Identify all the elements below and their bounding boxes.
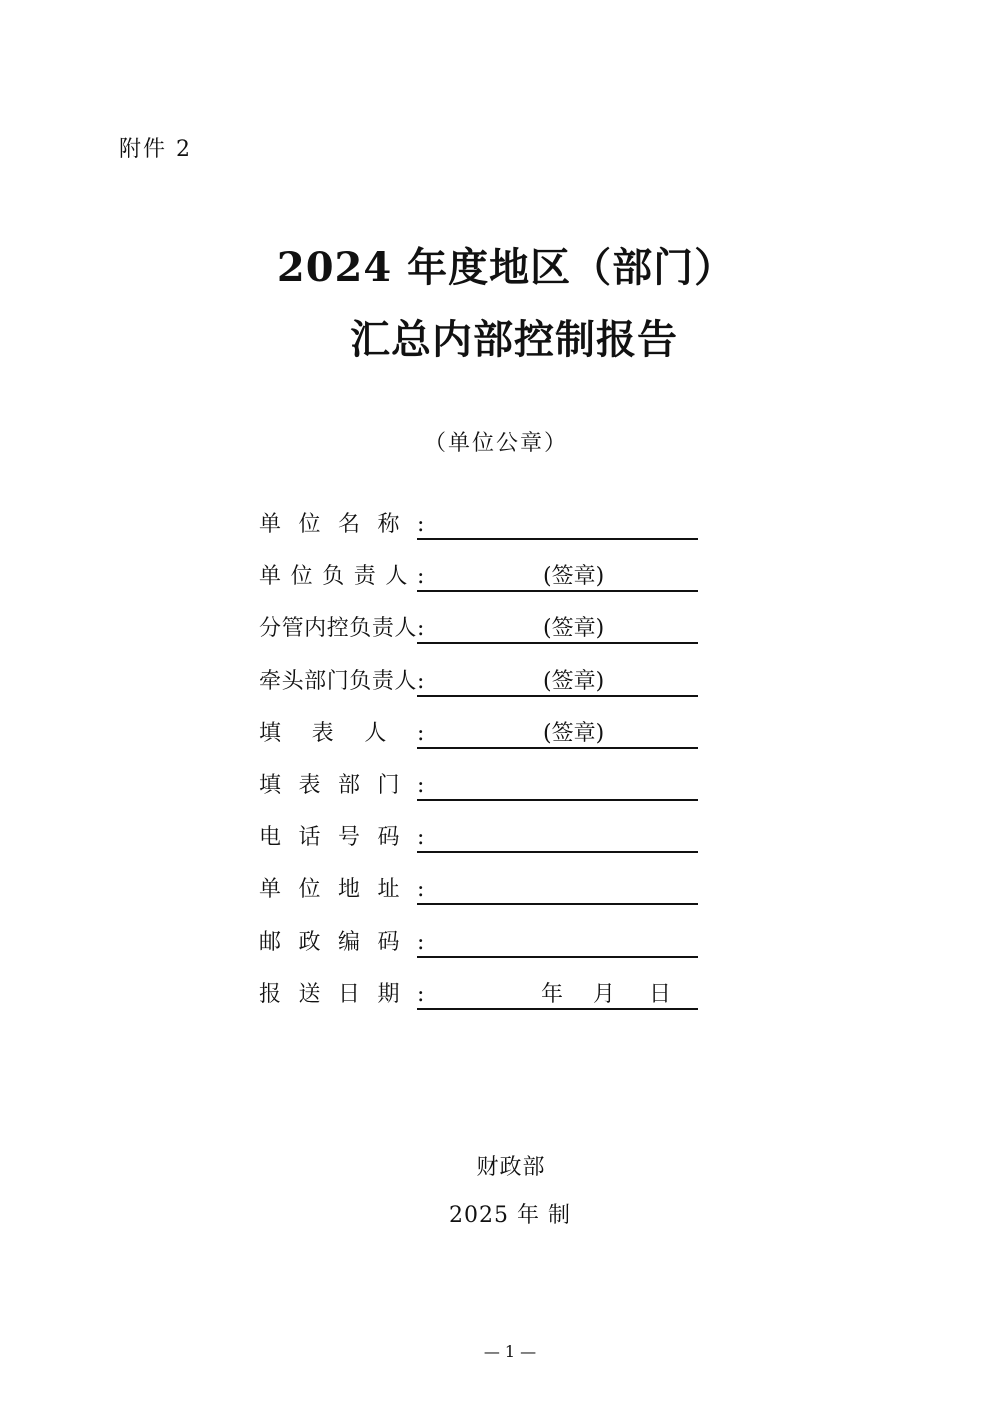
field-label-char: 址 bbox=[377, 877, 400, 903]
signature-note: (签章) bbox=[543, 720, 605, 746]
field-label-char: 责 bbox=[353, 564, 376, 590]
field-label: 牵 头 部 门 负 责 人 : bbox=[259, 667, 417, 697]
field-input-line[interactable] bbox=[417, 667, 698, 697]
issue-year: 2025 年 制 bbox=[449, 1203, 571, 1228]
form-row bbox=[259, 562, 699, 614]
field-label-char: 政 bbox=[298, 929, 321, 955]
issuer: 财政部 bbox=[476, 1155, 546, 1180]
field-label-char: 负 bbox=[322, 564, 345, 590]
field-label-char: 单 bbox=[259, 512, 282, 537]
form-row bbox=[259, 980, 699, 1032]
field-label: 单 位 地 址 : bbox=[259, 875, 417, 905]
field-label-char: 负 bbox=[349, 616, 372, 642]
field-label-char: 牵 bbox=[259, 668, 282, 694]
field-label-char: 号 bbox=[338, 825, 361, 851]
field-label-char: 部 bbox=[304, 668, 327, 694]
field-input-line[interactable] bbox=[417, 928, 698, 958]
field-label-char: 管 bbox=[281, 616, 304, 642]
field-input-line[interactable] bbox=[417, 562, 698, 592]
field-label-char: 话 bbox=[298, 825, 321, 851]
field-label: 单 位 负 责 人 : bbox=[259, 562, 417, 592]
form-row bbox=[259, 875, 699, 927]
form-row bbox=[259, 928, 699, 980]
field-label-char: 责 bbox=[371, 616, 394, 642]
field-label-char: 门 bbox=[326, 668, 349, 694]
attachment-label: 附件 2 bbox=[119, 137, 192, 162]
field-label-char: 地 bbox=[338, 877, 361, 903]
field-label-char: 日 bbox=[338, 981, 361, 1007]
field-input-line[interactable] bbox=[417, 980, 698, 1010]
field-label-char: 人 bbox=[364, 720, 387, 746]
page-number: — 1 — bbox=[483, 1342, 537, 1361]
field-label-char: 名 bbox=[338, 512, 361, 537]
field-label: 邮 政 编 码 : bbox=[259, 928, 417, 958]
report-title-line2: 汇总内部控制报告 bbox=[350, 316, 678, 363]
field-label-char: 人 bbox=[394, 668, 417, 694]
field-input-line[interactable] bbox=[417, 614, 698, 644]
field-label-char: 单 bbox=[259, 564, 282, 590]
field-label-char: 编 bbox=[338, 929, 361, 955]
signature-note: (签章) bbox=[543, 668, 605, 694]
field-label-char: 责 bbox=[371, 668, 394, 694]
field-label: 填 表 部 门 : bbox=[259, 771, 417, 801]
form-row bbox=[259, 667, 699, 719]
form-row bbox=[259, 719, 699, 771]
field-label-char: 送 bbox=[298, 981, 321, 1007]
field-label-char: 报 bbox=[259, 981, 282, 1007]
field-input-line[interactable] bbox=[417, 719, 698, 749]
field-input-line[interactable] bbox=[417, 510, 698, 540]
field-label-char: 部 bbox=[338, 772, 361, 798]
signature-note: (签章) bbox=[543, 616, 605, 642]
field-label-char: 控 bbox=[326, 616, 349, 642]
field-label-char: 位 bbox=[290, 564, 313, 590]
field-label-char: 门 bbox=[377, 772, 400, 798]
form-row bbox=[259, 614, 699, 666]
seal-note: （单位公章） bbox=[423, 431, 568, 456]
signature-note: (签章) bbox=[543, 564, 605, 590]
field-label: 填 表 人 : bbox=[259, 719, 417, 749]
field-input-line[interactable] bbox=[417, 823, 698, 853]
date-day-label: 日 bbox=[649, 981, 672, 1007]
field-label-char: 期 bbox=[377, 981, 400, 1007]
field-label: 电 话 号 码 : bbox=[259, 823, 417, 853]
date-year-label: 年 bbox=[541, 981, 564, 1007]
field-label-char: 人 bbox=[385, 564, 408, 590]
field-label-char: 位 bbox=[298, 877, 321, 903]
field-label-char: 人 bbox=[394, 616, 417, 642]
field-label-char: 填 bbox=[259, 772, 282, 798]
field-label-char: 表 bbox=[311, 720, 334, 746]
date-month-label: 月 bbox=[593, 981, 616, 1007]
form-row bbox=[259, 823, 699, 875]
field-label-char: 负 bbox=[349, 668, 372, 694]
field-label-char: 码 bbox=[377, 825, 400, 851]
field-input-line[interactable] bbox=[417, 875, 698, 905]
field-label: 单 位 名 称 : bbox=[259, 510, 417, 540]
field-label-char: 填 bbox=[259, 720, 282, 746]
field-label-char: 表 bbox=[298, 772, 321, 798]
field-label: 报 送 日 期 : bbox=[259, 980, 417, 1010]
info-form bbox=[259, 510, 699, 1032]
field-label-char: 称 bbox=[377, 512, 400, 537]
form-row bbox=[259, 771, 699, 823]
field-label-char: 电 bbox=[259, 825, 282, 851]
field-label-char: 单 bbox=[259, 877, 282, 903]
field-label-char: 头 bbox=[281, 668, 304, 694]
field-label-char: 邮 bbox=[259, 929, 282, 955]
field-label-char: 内 bbox=[304, 616, 327, 642]
field-label-char: 码 bbox=[377, 929, 400, 955]
field-label-char: 位 bbox=[298, 512, 321, 537]
report-title-line1: 2024 年度地区（部门） bbox=[276, 244, 736, 291]
field-label: 分 管 内 控 负 责 人 : bbox=[259, 614, 417, 644]
field-label-char: 分 bbox=[259, 616, 282, 642]
field-input-line[interactable] bbox=[417, 771, 698, 801]
form-row bbox=[259, 510, 699, 562]
